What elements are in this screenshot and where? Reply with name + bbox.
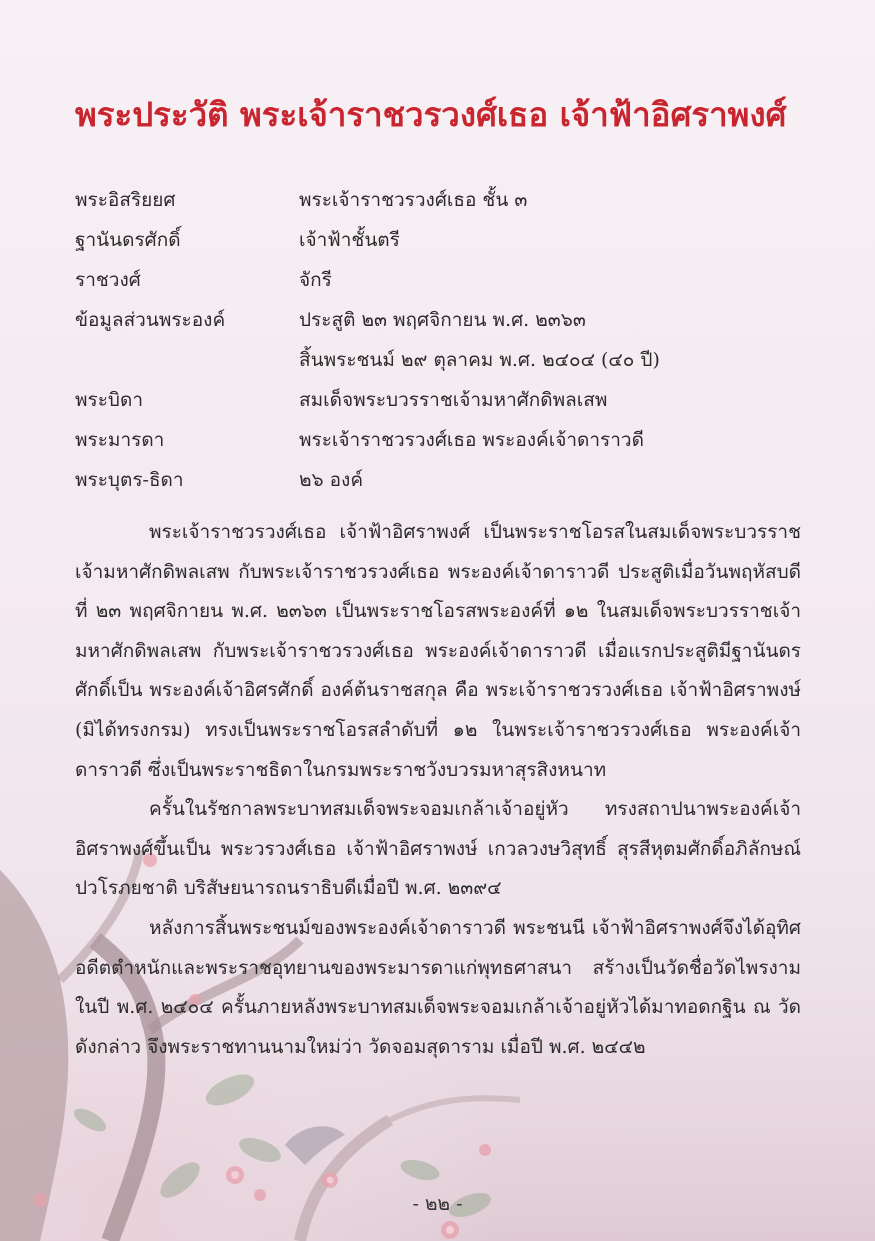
biography-info-table <box>75 180 815 500</box>
info-label: พระอิสริยยศ <box>75 189 176 211</box>
info-row <box>75 380 815 420</box>
info-value: พระเจ้าราชวรวงศ์เธอ พระองค์เจ้าดาราวดี <box>299 429 644 451</box>
page-title: พระประวัติ พระเจ้าราชวรวงศ์เธอ เจ้าฟ้าอิศราพงศ์ <box>75 95 787 134</box>
death-info: สิ้นพระชนม์ ๒๙ ตุลาคม พ.ศ. ๒๔๐๔ (๔๐ ปี) <box>299 349 660 371</box>
page-number: - ๒๒ - <box>412 1193 463 1215</box>
paragraph: หลังการสิ้นพระชนม์ของพระองค์เจ้าดาราวดี พระชนนี เจ้าฟ้าอิศราพงศ์จึงได้อุทิศอดีตตำหนักและพระราชอุทยานของพระมารดาแก่พุทธศาสนา สร้างเป็นวัดชื่อวัดไพรงามในปี พ.ศ. ๒๔๐๔ ครั้นภายหลังพระบาทสมเด็จพระจอมเกล้าเจ้าอยู่หัวได้มาทอดกฐิน ณ วัดดังกล่าว จึงพระราชทานนามใหม่ว่า วัดจอมสุดาราม เมื่อปี พ.ศ. ๒๔๔๒ <box>75 916 801 1058</box>
info-label: พระบิดา <box>75 389 144 411</box>
info-value: เจ้าฟ้าชั้นตรี <box>299 229 400 251</box>
biography-text <box>75 513 801 1067</box>
info-label: พระบุตร-ธิดา <box>75 469 184 491</box>
info-value <box>299 300 815 380</box>
paragraph: ครั้นในรัชกาลพระบาทสมเด็จพระจอมเกล้าเจ้าอยู่หัว ทรงสถาปนาพระองค์เจ้าอิศราพงศ์ขึ้นเป็น พระวรวงศ์เธอ เจ้าฟ้าอิศราพงษ์ เกวลวงษวิสุทธิ์ สุรสีหุตมศักดิ์อภิลักษณ์ปวโรภยชาติ บริสัษยนารถนราธิบดีเมื่อปี พ.ศ. ๒๓๙๔ <box>75 798 801 900</box>
info-row <box>75 180 815 220</box>
paragraph: พระเจ้าราชวรวงศ์เธอ เจ้าฟ้าอิศราพงศ์ เป็นพระราชโอรสในสมเด็จพระบวรราชเจ้ามหาศักดิพลเสพ กับพระเจ้าราชวรวงศ์เธอ พระองค์เจ้าดาราวดี ประสูติเมื่อวันพฤหัสบดีที่ ๒๓ พฤศจิกายน พ.ศ. ๒๓๖๓ เป็นพระราชโอรสพระองค์ที่ ๑๒ ในสมเด็จพระบวรราชเจ้ามหาศักดิพลเสพ กับพระเจ้าราชวรวงศ์เธอ พระองค์เจ้าดาราวดี เมื่อแรกประสูติมีฐานันดรศักดิ์เป็น พระองค์เจ้าอิศรศักดิ์ องค์ต้นราชสกุล คือ พระเจ้าราชวรวงศ์เธอ เจ้าฟ้าอิศราพงษ์ (มิได้ทรงกรม) ทรงเป็นพระราชโอรสลำดับที่ ๑๒ ในพระเจ้าราชวรวงศ์เธอ พระองค์เจ้าดาราวดี ซึ่งเป็นพระราชธิดาในกรมพระราชวังบวรมหาสุรสิงหนาท <box>75 521 801 781</box>
info-row <box>75 460 815 500</box>
birth-info: ประสูติ ๒๓ พฤศจิกายน พ.ศ. ๒๓๖๓ <box>299 309 586 331</box>
info-value: พระเจ้าราชวรวงศ์เธอ ชั้น ๓ <box>299 189 528 211</box>
info-label: ข้อมูลส่วนพระองค์ <box>75 309 226 331</box>
info-label: ราชวงศ์ <box>75 269 141 291</box>
info-row <box>75 260 815 300</box>
info-value: จักรี <box>299 269 332 291</box>
info-label: พระมารดา <box>75 429 165 451</box>
info-row <box>75 420 815 460</box>
info-value: สมเด็จพระบวรราชเจ้ามหาศักดิพลเสพ <box>299 389 608 411</box>
info-value: ๒๖ องค์ <box>299 469 364 491</box>
info-row <box>75 220 815 260</box>
info-label: ฐานันดรศักดิ์ <box>75 229 181 251</box>
info-row <box>75 300 815 380</box>
